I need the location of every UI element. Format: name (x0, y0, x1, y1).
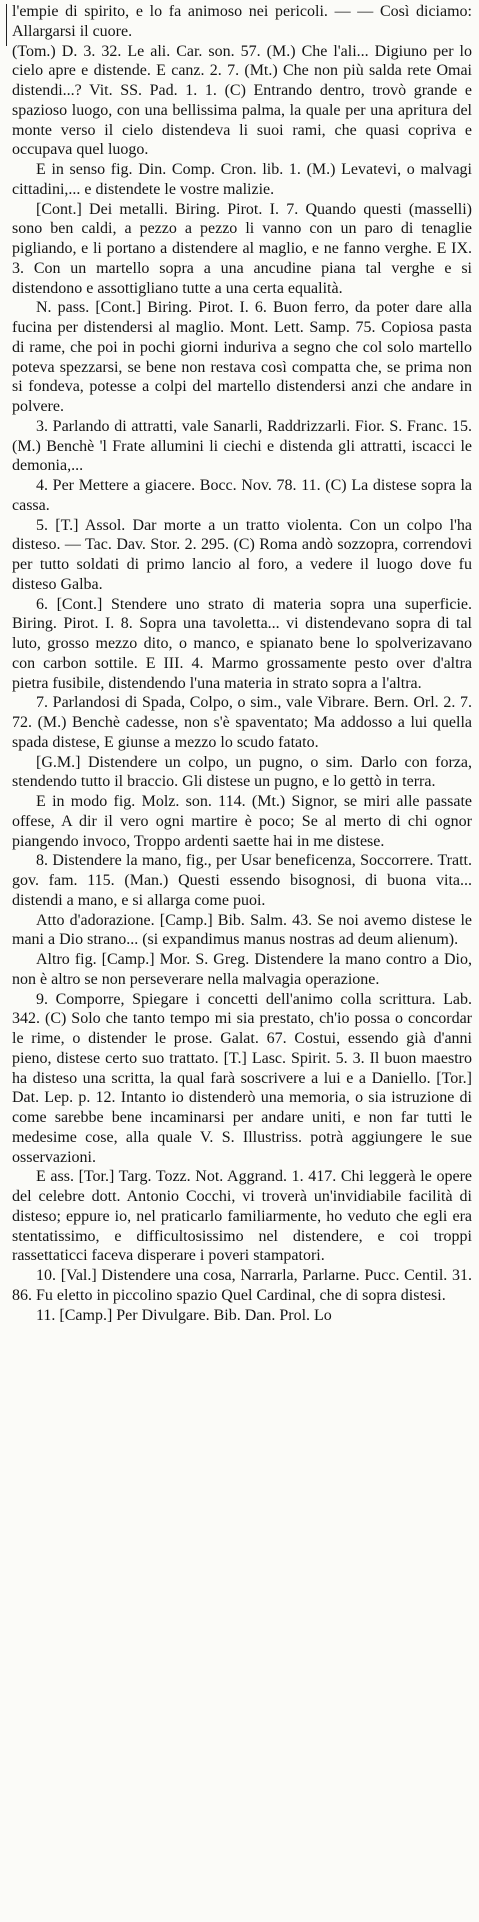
entry-paragraph-passive: N. pass. [Cont.] Biring. Pirot. I. 6. Buon ferro, da poter dare alla fucina per distendersi al maglio. Mont. Lett. Samp. 75. Copiosa pasta di rame, che poi in pochi giorni induriva a segno che col solo martello poteva spezzarsi, se bene non restava così compatta che, se prima non si fondeva, potesse a colpi del martello distendersi anzi che andare in polvere. (12, 299, 472, 415)
entry-sense-6: 6. [Cont.] Stendere uno strato di materia sopra una superficie. Biring. Pirot. I. 8. Sopra una tavoletta... vi distendevano sopra di tal luto, grosso mezzo dito, o manco, e spianato bene lo spolverizavano con carbon sottile. E III. 4. Marmo grossamente pesto over d'altra pietra fusibile, distendendo l'una materia in strato sopra a l'altra. (12, 595, 472, 692)
entry-sense-5: 5. [T.] Assol. Dar morte a un tratto violenta. Con un colpo l'ha disteso. — Tac. Dav. Stor. 2. 295. (C) Roma andò sozzopra, correndovi per tutto soldati di primo lancio al foro, a vedere il luogo dove fu disteso Galba. (12, 516, 472, 593)
entry-paragraph-absolute: E ass. [Tor.] Targ. Tozz. Not. Aggrand. 1. 417. Chi leggerà le opere del celebre dott. Antonio Cocchi, vi troverà un'invidiabile facilità di disteso; eppure io, nel praticarlo familiarmente, ho veduto che egli era stentatissimo, e difficultosissimo nel distendere, e coi troppi rassettaticci faceva disperare i poveri stampatori. (12, 1168, 472, 1265)
entry-sense-10: 10. [Val.] Distendere una cosa, Narrarla, Parlarne. Pucc. Centil. 31. 86. Fu eletto in piccolino spazio Quel Cardinal, che di sopra distesi. (12, 1267, 472, 1304)
margin-rule (6, 4, 7, 46)
entry-sense-11: 11. [Camp.] Per Divulgare. Bib. Dan. Prol. Lo (36, 1306, 332, 1324)
entry-sense-7: 7. Parlandosi di Spada, Colpo, o sim., vale Vibrare. Bern. Orl. 2. 7. 72. (M.) Benchè cadesse, non s'è spaventato; Ma addosso a lui quella spada distese, E giunse a mezzo lo scudo fatato. (12, 694, 472, 751)
entry-sense-4: 4. Per Mettere a giacere. Bocc. Nov. 78. 11. (C) La distese sopra la cassa. (12, 477, 472, 514)
entry-paragraph-blow: [G.M.] Distendere un colpo, un pugno, o sim. Darlo con forza, stendendo tutto il braccio. Gli distese un pugno, e lo gettò in terra. (12, 753, 472, 791)
entry-paragraph-continuation: l'empie di spirito, e lo fa animoso nei pericoli. — — Così diciamo: Allargarsi il cuore. (12, 3, 472, 40)
entry-paragraph-other-fig: Altro fig. [Camp.] Mor. S. Greg. Distendere la mano contro a Dio, non è altro se non perseverare nella malvagia operazione. (12, 951, 472, 988)
entry-paragraph-metals: [Cont.] Dei metalli. Biring. Pirot. I. 7. Quando questi (masselli) sono ben caldi, a pezzo a pezzo li vanno con un paro di tenaglie pigliando, e li portano a distendere al maglio, e ne fanno verghe. E IX. 3. Con un martello sopra a una ancudine piana tal verghe e si distendono e assottigliano tutte a una certa equalità. (12, 200, 472, 297)
entry-sense-3: 3. Parlando di attratti, vale Sanarli, Raddrizzarli. Fior. S. Franc. 15. (M.) Benchè 'l Frate allumini li ciechi e distenda gli attratti, iscacci le demonia,... (12, 417, 472, 475)
entry-paragraph-figurative: E in senso fig. Din. Comp. Cron. lib. 1. (M.) Levatevi, o malvagi cittadini,... e distendete le vostre malizie. (12, 161, 472, 198)
entry-paragraph-wings: (Tom.) D. 3. 32. Le ali. Car. son. 57. (M.) Che l'ali... Digiuno per lo cielo apre e distende. E canz. 2. 7. (Mt.) Che non più salda rete Omai distendi...? Vit. SS. Pad. 1. 1. (C) Entrando dentro, trovò grande e spazioso luogo, con una bellissima palma, la quale per una apritura del monte verso il cielo distendeva li suoi rami, che quasi copriva e occupava quel luogo. (12, 42, 472, 159)
entry-sense-8: 8. Distendere la mano, fig., per Usar beneficenza, Soccorrere. Tratt. gov. fam. 115. (Man.) Questi essendo bisognosi, di buona vita... distendi a mano, e si allarga come puoi. (12, 852, 472, 909)
entry-paragraph-adoration: Atto d'adorazione. [Camp.] Bib. Salm. 43. Se noi avemo distese le mani a Dio strano... (si expandimus manus nostras ad deum alienum). (12, 911, 472, 949)
entry-sense-9: 9. Comporre, Spiegare i concetti dell'animo colla scrittura. Lab. 342. (C) Solo che tanto tempo mi sia prestato, ch'io possa o concordar le rime, o distender le prose. Galat. 67. Costui, essendo già d'anni pieno, distese certo suo trattato. [T.] Lasc. Spirit. 5. 3. Il buon maestro ha disteso una scritta, la qual farà soscrivere a lui e a Daniello. [Tor.] Dat. Lep. p. 12. Intanto io distenderò una memoria, o sia istruzione di come sarebbe bene incaminarsi per andare uniti, e non far tutti le medesime cose, alla quale V. S. Illustriss. potrà aggiungere le sue osservazioni. (12, 990, 472, 1166)
entry-column (12, 2, 472, 1325)
entry-paragraph-figurative-2: E in modo fig. Molz. son. 114. (Mt.) Signor, se miri alle passate offese, A dir il vero ogni martire è poco; Se al merto di chi ognor piangendo invoco, Troppo ardenti saette hai in me distese. (12, 793, 472, 850)
